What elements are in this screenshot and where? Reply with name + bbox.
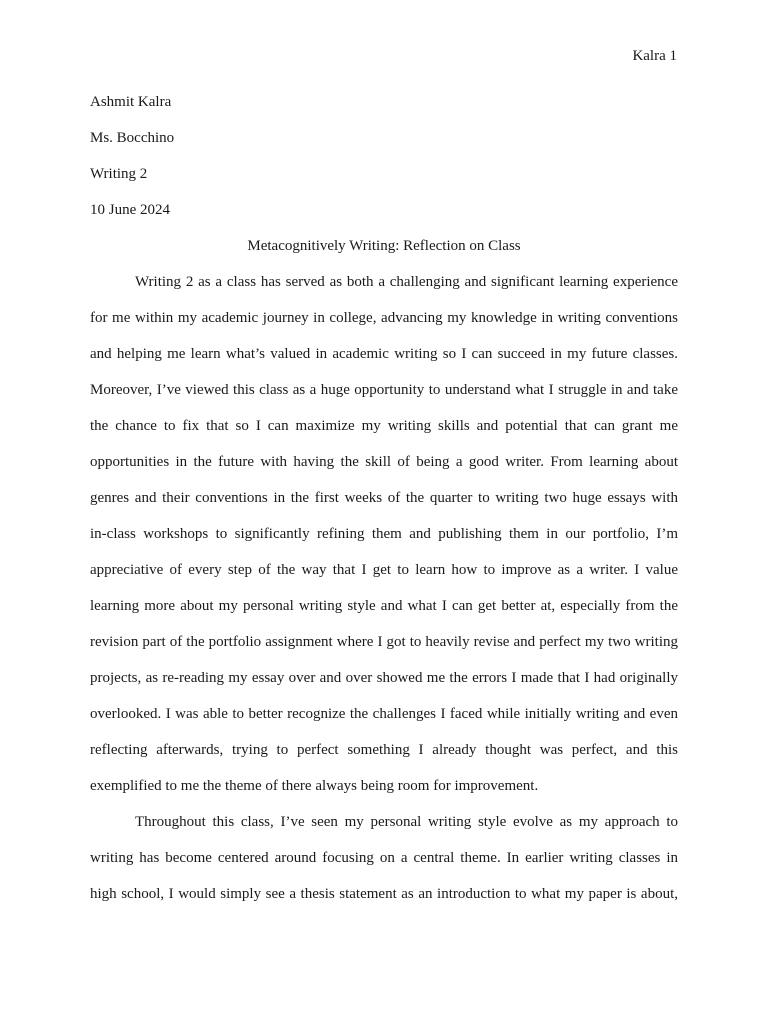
paragraph-line: projects, as re-reading my essay over and over showed me the errors I made that I had originally [90, 670, 678, 686]
paragraph-line: in-class workshops to significantly refining them and publishing them in our portfolio, I’m [90, 526, 678, 542]
paragraph-line: Moreover, I’ve viewed this class as a huge opportunity to understand what I struggle in and take [90, 382, 678, 398]
paragraph-line: and helping me learn what’s valued in academic writing so I can succeed in my future classes. [90, 346, 678, 362]
document-date: 10 June 2024 [90, 202, 170, 218]
paragraph-line: high school, I would simply see a thesis statement as an introduction to what my paper is about, [90, 886, 678, 902]
paragraph-line: learning more about my personal writing style and what I can get better at, especially from the [90, 598, 678, 614]
paragraph-line: exemplified to me the theme of there always being room for improvement. [90, 778, 539, 794]
paragraph-line: Writing 2 as a class has served as both a challenging and significant learning experience [135, 274, 678, 290]
paragraph-line: the chance to fix that so I can maximize my writing skills and potential that can grant me [90, 418, 678, 434]
running-head: Kalra 1 [632, 48, 677, 64]
paragraph-line: opportunities in the future with having the skill of being a good writer. From learning about [90, 454, 678, 470]
document-body [90, 93, 678, 921]
paragraph-line: for me within my academic journey in college, advancing my knowledge in writing conventions [90, 310, 678, 326]
paragraph-line: genres and their conventions in the first weeks of the quarter to writing two huge essays with [90, 490, 678, 506]
instructor-name: Ms. Bocchino [90, 130, 175, 146]
paragraph-line: appreciative of every step of the way that I get to learn how to improve as a writer. I value [90, 562, 678, 578]
course-name: Writing 2 [90, 166, 148, 182]
paragraphs-container [90, 273, 678, 921]
paragraph-line: overlooked. I was able to better recognize the challenges I faced while initially writing and even [90, 706, 678, 722]
paragraph-line: writing has become centered around focusing on a central theme. In earlier writing classes in [90, 850, 678, 866]
paragraph-line: revision part of the portfolio assignment where I got to heavily revise and perfect my two writing [90, 634, 678, 650]
paragraph-line: Throughout this class, I’ve seen my personal writing style evolve as my approach to [135, 814, 678, 830]
paragraph-line: reflecting afterwards, trying to perfect something I already thought was perfect, and this [90, 742, 678, 758]
student-name: Ashmit Kalra [90, 94, 172, 110]
document-title: Metacognitively Writing: Reflection on Class [247, 238, 521, 254]
